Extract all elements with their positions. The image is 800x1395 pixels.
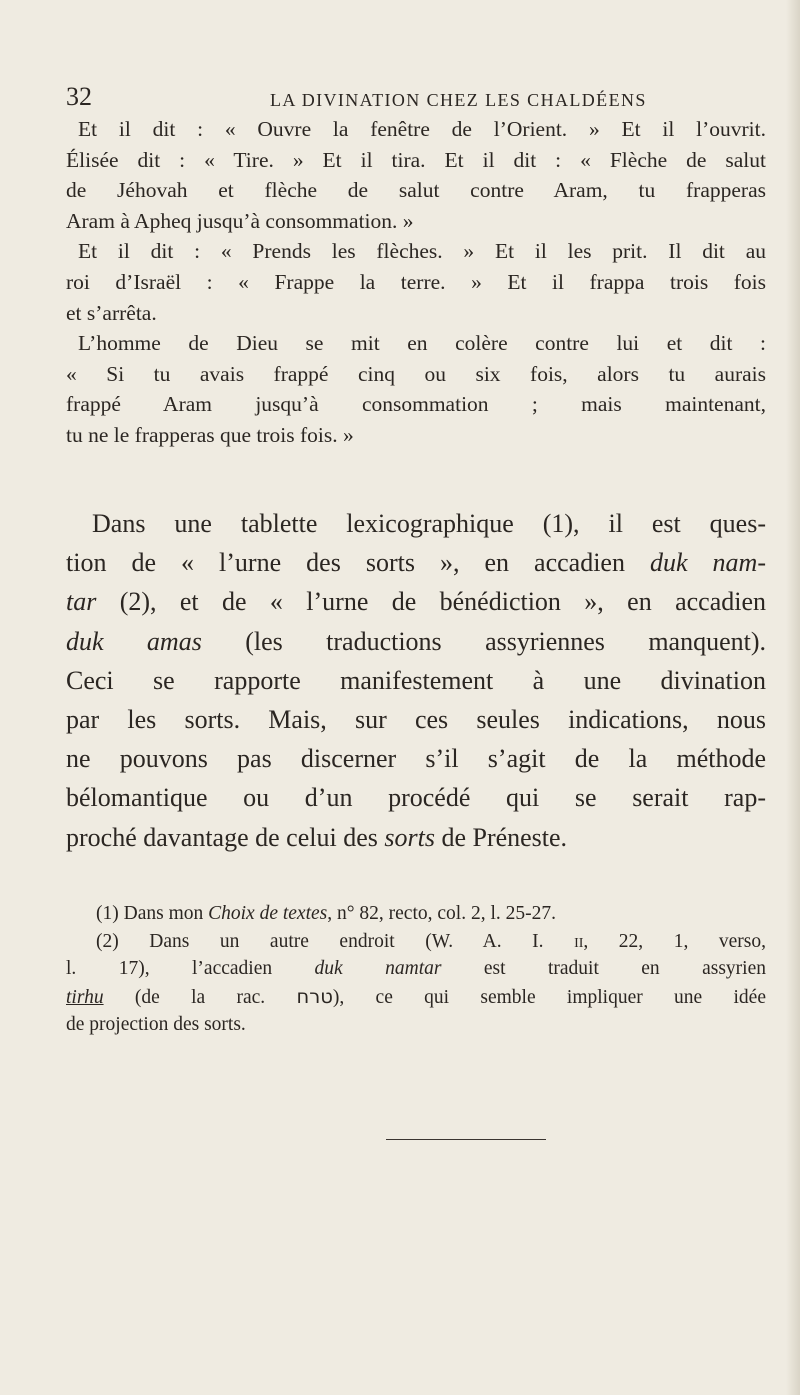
footnote-text: (de la rac.	[103, 986, 297, 1008]
quote-line: Et il dit : « Prends les flèches. » Et il les prit. Il dit au	[78, 239, 766, 264]
footnote-roman: ii	[574, 930, 584, 952]
paragraph-text: Ceci se rapporte manifestement à une divination	[66, 665, 766, 695]
accadian-term: duk nam-	[650, 548, 766, 578]
paragraph-text: (2), et de « l’urne de bénédiction », en accadien	[96, 587, 766, 617]
paragraph-line	[66, 543, 766, 582]
footnote-line	[66, 1011, 766, 1039]
footnotes	[66, 900, 766, 1039]
paragraph-line	[66, 622, 766, 661]
footnote-italic: Choix de textes	[208, 903, 328, 924]
paragraph-line	[66, 778, 766, 817]
paragraph-text: tion de « l’urne des sorts », en accadien	[66, 548, 650, 578]
paragraph-text: par les sorts. Mais, sur ces seules indications, nous	[66, 705, 766, 735]
footnote-line	[66, 983, 766, 1012]
footnote-text: de projection des sorts.	[66, 1014, 246, 1035]
footnote-text: est traduit en assyrien	[441, 958, 766, 979]
footnote-text: (2) Dans un autre endroit (W. A. I.	[96, 930, 575, 952]
paragraph-line	[66, 700, 766, 739]
footnote-italic: tirhu	[66, 986, 104, 1008]
footnote-line	[66, 955, 766, 983]
footnote-italic: duk namtar	[314, 958, 442, 979]
paragraph-line	[66, 739, 766, 778]
hebrew-root: טרח	[296, 984, 333, 1008]
page-number: 32	[66, 82, 92, 111]
paragraph-text: (les traductions assyriennes manquent).	[201, 626, 766, 656]
footer-rule	[386, 1139, 546, 1140]
accadian-term: duk amas	[66, 626, 202, 656]
paragraph-line	[66, 582, 766, 621]
main-paragraph	[66, 504, 766, 857]
quote-line: roi d’Israël : « Frappe la terre. » Et il frappa trois fois	[66, 269, 766, 294]
quote-line: Aram à Apheq jusqu’à consommation. »	[66, 208, 414, 233]
paragraph-text: Dans une tablette lexicographique (1), il est ques-	[92, 509, 766, 538]
page-edge-shadow	[786, 0, 800, 1395]
quote-line: Et il dit : « Ouvre la fenêtre de l’Orient. » Et il l’ouvrit.	[78, 117, 766, 141]
paragraph-text: proché davantage de celui des	[66, 822, 385, 852]
paragraph-text: ne pouvons pas discerner s’il s’agit de la méthode	[66, 744, 766, 774]
accadian-term: tar	[66, 587, 97, 617]
paragraph-text: bélomantique ou d’un procédé qui se serait rap-	[66, 783, 766, 813]
footnote-text: , 22, 1, verso,	[583, 930, 766, 952]
footnote-text: l. 17), l’accadien	[66, 958, 315, 979]
footnote-text: , n° 82, recto, col. 2, l. 25-27.	[327, 903, 556, 924]
quoted-passage	[66, 114, 766, 451]
paragraph-line	[66, 504, 766, 543]
quote-line: frappé Aram jusqu’à consommation ; mais maintenant,	[66, 392, 766, 417]
italic-term: sorts	[384, 822, 435, 852]
footnote-text: (1) Dans mon	[96, 903, 209, 924]
quote-line: « Si tu avais frappé cinq ou six fois, alors tu aurais	[66, 361, 766, 386]
footnote-2	[66, 928, 766, 956]
quote-line: L’homme de Dieu se mit en colère contre lui et dit :	[78, 331, 766, 356]
quote-line: et s’arrêta.	[66, 300, 157, 325]
quote-line: tu ne le frapperas que trois fois. »	[66, 422, 354, 447]
quote-line: Élisée dit : « Tire. » Et il tira. Et il dit : « Flèche de salut	[66, 147, 766, 172]
footnote-text: ), ce qui semble impliquer une idée	[332, 986, 766, 1008]
paragraph-line	[66, 818, 766, 857]
quote-line: de Jéhovah et flèche de salut contre Aram, tu frapperas	[66, 178, 766, 203]
paragraph-line	[66, 661, 766, 700]
footnote-1	[66, 900, 766, 928]
running-title: LA DIVINATION CHEZ LES CHALDÉENS	[270, 90, 647, 110]
paragraph-text: de Préneste.	[434, 822, 568, 852]
